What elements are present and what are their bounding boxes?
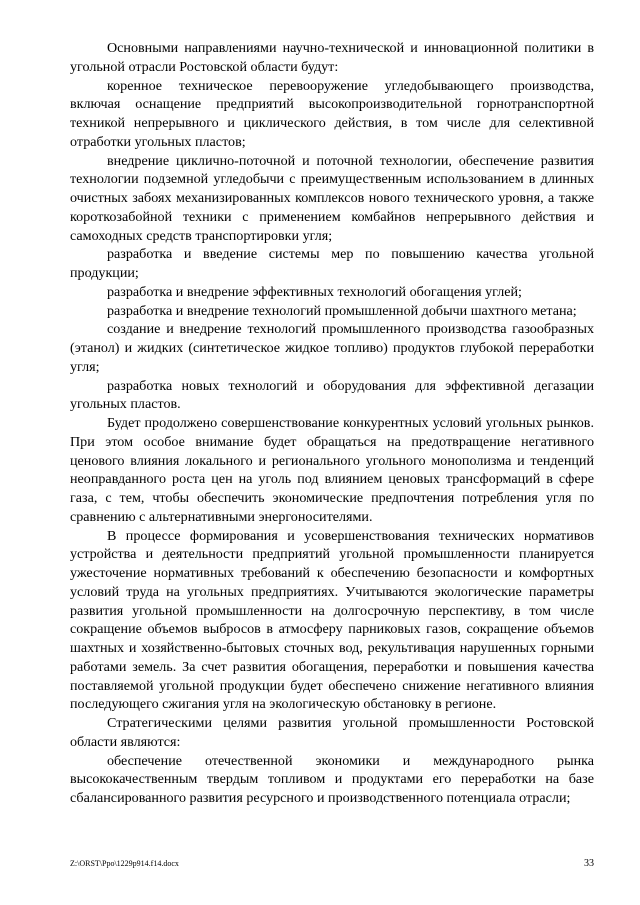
paragraph: Будет продолжено совершенствование конкурентных условий угольных рынков. При этом особое внимание будет обращаться на предотвращение негативного ценового влияния локального и регионального угольного монополизма и тенденций неоправданного роста цен на уголь под влиянием ценовых трансформаций в сфере газа, с тем, чтобы обеспечить экономические предпочтения потребления угля по сравнению с альтернативными энергоносителями. bbox=[70, 415, 594, 525]
paragraph: создание и внедрение технологий промышленного производства газообразных (этанол) и жидких (синтетическое жидкое топливо) продуктов глубокой переработки угля; bbox=[70, 321, 594, 375]
body-text bbox=[70, 39, 594, 808]
paragraph: коренное техническое перевооружение угледобывающего производства, включая оснащение предприятий высокопроизводительной горнотранспортной техникой непрерывного и циклического действия, в том числе для селективной отработки угольных пластов; bbox=[70, 77, 594, 150]
paragraph: разработка и введение системы мер по повышению качества угольной продукции; bbox=[70, 246, 594, 281]
paragraph: В процессе формирования и усовершенствования технических нормативов устройства и деятельности предприятий угольной промышленности планируется ужесточение нормативных требований к обеспечению безопасности и комфортных условий труда на угольных предприятиях. Учитываются экологические параметры развития угольной промышленности на долгосрочную перспективу, в том числе сокращение объемов выбросов в атмосферу парниковых газов, сокращение объемов шахтных и хозяйственно-бытовых сточных вод, рекультивация нарушенных горными работами земель. За счет развития обогащения, переработки и повышения качества поставляемой угольной продукции будет обеспечено снижение негативного влияния последующего сжигания угля на экологическую обстановку в регионе. bbox=[70, 527, 594, 713]
paragraph: разработка и внедрение эффективных технологий обогащения углей; bbox=[107, 283, 522, 300]
paragraph: разработка и внедрение технологий промышленной добычи шахтного метана; bbox=[107, 302, 577, 319]
page-footer bbox=[70, 857, 594, 871]
paragraph: внедрение циклично-поточной и поточной технологии, обеспечение развития технологии подземной угледобычи с преимущественным использованием в длинных очистных забоях механизированных комплексов нового технического уровня, а также короткозабойной техники с применением комбайнов непрерывного действия и самоходных средств транспортировки угля; bbox=[70, 152, 594, 244]
paragraph: обеспечение отечественной экономики и международного рынка высококачественным твердым топливом и продуктами его переработки на базе сбалансированного развития ресурсного и производственного потенциала отрасли; bbox=[70, 752, 594, 806]
page-number: 33 bbox=[584, 858, 594, 869]
paragraph: разработка новых технологий и оборудования для эффективной дегазации угольных пластов. bbox=[70, 377, 594, 413]
paragraph: Основными направлениями научно-технической и инновационной политики в угольной отрасли Ростовской области будут: bbox=[70, 40, 594, 75]
file-path: Z:\ORST\Ppo\1229p914.f14.docx bbox=[70, 859, 179, 868]
paragraph: Стратегическими целями развития угольной промышленности Ростовской области являются: bbox=[70, 715, 594, 750]
